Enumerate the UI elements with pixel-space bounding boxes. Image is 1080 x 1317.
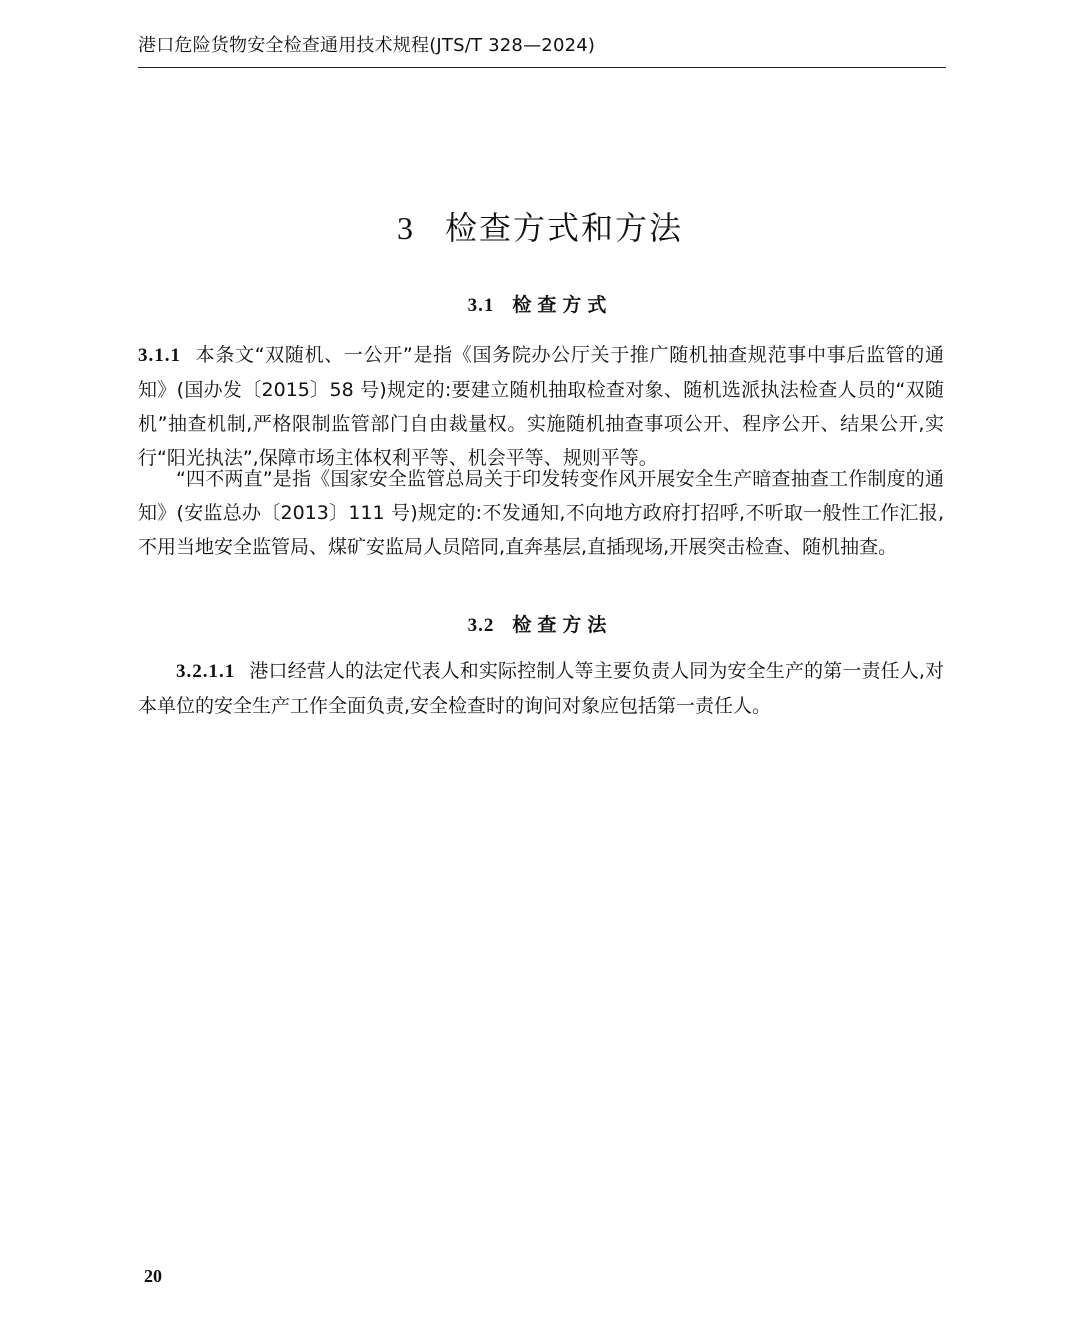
clause-number: 3.1.1	[138, 345, 181, 366]
clause-number: 3.2.1.1	[176, 661, 236, 682]
section-title-3-1	[0, 291, 1080, 320]
chapter-title-text: 检查方式和方法	[444, 209, 683, 247]
clause-text: 本条文“双随机、一公开”是指《国务院办公厅关于推广随机抽查规范事中事后监管的通知》(国办发〔2015〕58 号)规定的:要建立随机抽取检查对象、随机选派执法检查人员的“双随机”抽查机制,严格限制监管部门自由裁量权。实施随机抽查事项公开、程序公开、结果公开,实行“阳光执法”,保障市场主体权利平等、机会平等、规则平等。	[138, 344, 944, 469]
running-header: 港口危险货物安全检查通用技术规程(JTS/T 328—2024)	[138, 35, 596, 56]
clause-3-1-1-paragraph	[138, 338, 944, 475]
page-number: 20	[144, 1266, 162, 1286]
section-title-text: 检查方式	[512, 294, 613, 316]
section-title-3-2	[0, 611, 1080, 640]
section-number: 3.1	[467, 295, 495, 316]
clause-3-1-1-paragraph-2: “四不两直”是指《国家安全监管总局关于印发转变作风开展安全生产暗查抽查工作制度的通知》(安监总办〔2013〕111 号)规定的:不发通知,不向地方政府打招呼,不听取一般性工作汇报,不用当地安全监管局、煤矿安监局人员陪同,直奔基层,直插现场,开展突击检查、随机抽查。	[138, 468, 944, 558]
section-number: 3.2	[467, 615, 495, 636]
chapter-number: 3	[396, 210, 415, 246]
section-title-text: 检查方法	[512, 614, 613, 636]
clause-3-2-1-1-paragraph	[138, 654, 944, 723]
header-rule	[138, 67, 946, 68]
chapter-title	[0, 204, 1080, 252]
clause-text: 港口经营人的法定代表人和实际控制人等主要负责人同为安全生产的第一责任人,对本单位的安全生产工作全面负责,安全检查时的询问对象应包括第一责任人。	[138, 660, 944, 717]
